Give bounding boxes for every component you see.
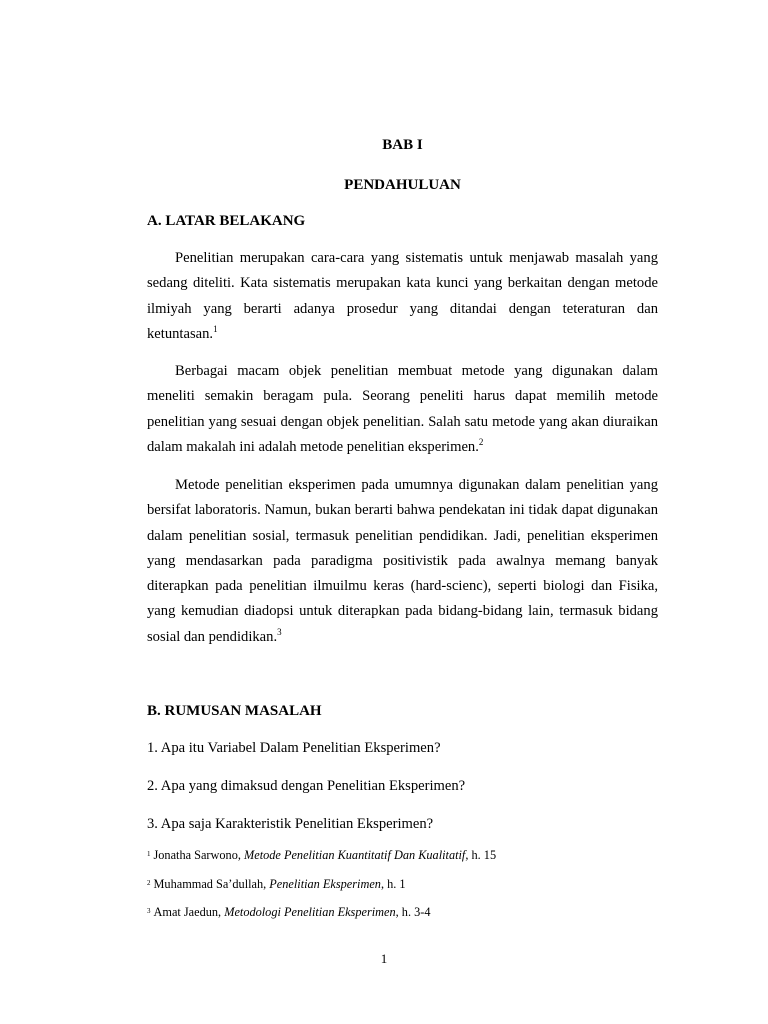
footnote-2: $^2$ Muhammad Sa’dullah, Penelitian Eksperimen, h. 1 xyxy=(147,877,406,891)
chapter-title: PENDAHULUAN xyxy=(344,177,461,193)
page-number: 1 xyxy=(380,951,388,966)
question-3: 3. Apa saja Karakteristik Penelitian Eksperimen? xyxy=(147,816,434,832)
section-b-heading: B. RUMUSAN MASALAH xyxy=(147,703,322,719)
footnote-ref-2: 2 xyxy=(478,437,484,448)
footnote-ref-3: 3 xyxy=(277,626,282,637)
section-a-heading: A. LATAR BELAKANG xyxy=(147,213,306,229)
paragraph-3: Metode penelitian eksperimen pada umumnya digunakan dalam penelitian yang bersifat laboratoris. Namun, bukan berarti bahwa pendekatan ini tidak dapat digunakan dalam penelitian sosial, termasuk penelitian pendidikan. Jadi, penelitian eksperimen yang mendasarkan pada paradigma positivistik pada awalnya memang banyak diterapkan pada penelitian ilmuilmu keras (hard-scienc), seperti biologi dan Fisika, yang kemudian diadopsi untuk diterapkan pada bidang-bidang lain, termasuk bidang sosial dan pendidikan.$^3$ xyxy=(147,477,658,645)
question-1: 1. Apa itu Variabel Dalam Penelitian Eksperimen? xyxy=(147,740,441,756)
footnote-ref-1: 1 xyxy=(213,324,218,335)
footnote-1: $^1$ Jonatha Sarwono, Metode Penelitian Kuantitatif Dan Kualitatif, h. 15 xyxy=(147,848,497,862)
chapter-number: BAB I xyxy=(382,137,423,153)
paragraph-1: Penelitian merupakan cara-cara yang sistematis untuk menjawab masalah yang sedang diteliti. Kata sistematis merupakan kata kunci yang berkaitan dengan metode ilmiyah yang berarti adanya prosedur yang ditandai dengan teteraturan dan ketuntasan.$^1$ xyxy=(147,250,658,342)
paragraph-2: Berbagai macam objek penelitian membuat metode yang digunakan dalam meneliti semakin beragam pula. Seorang peneliti harus dapat memilih metode penelitian yang sesuai dengan objek penelitian. Salah satu metode yang akan diuraikan dalam makalah ini adalah metode penelitian eksperimen.$^2$ xyxy=(147,363,658,455)
question-2: 2. Apa yang dimaksud dengan Penelitian Eksperimen? xyxy=(147,778,466,794)
footnote-3: $^3$ Amat Jaedun, Metodologi Penelitian Eksperimen, h. 3-4 xyxy=(147,905,431,919)
